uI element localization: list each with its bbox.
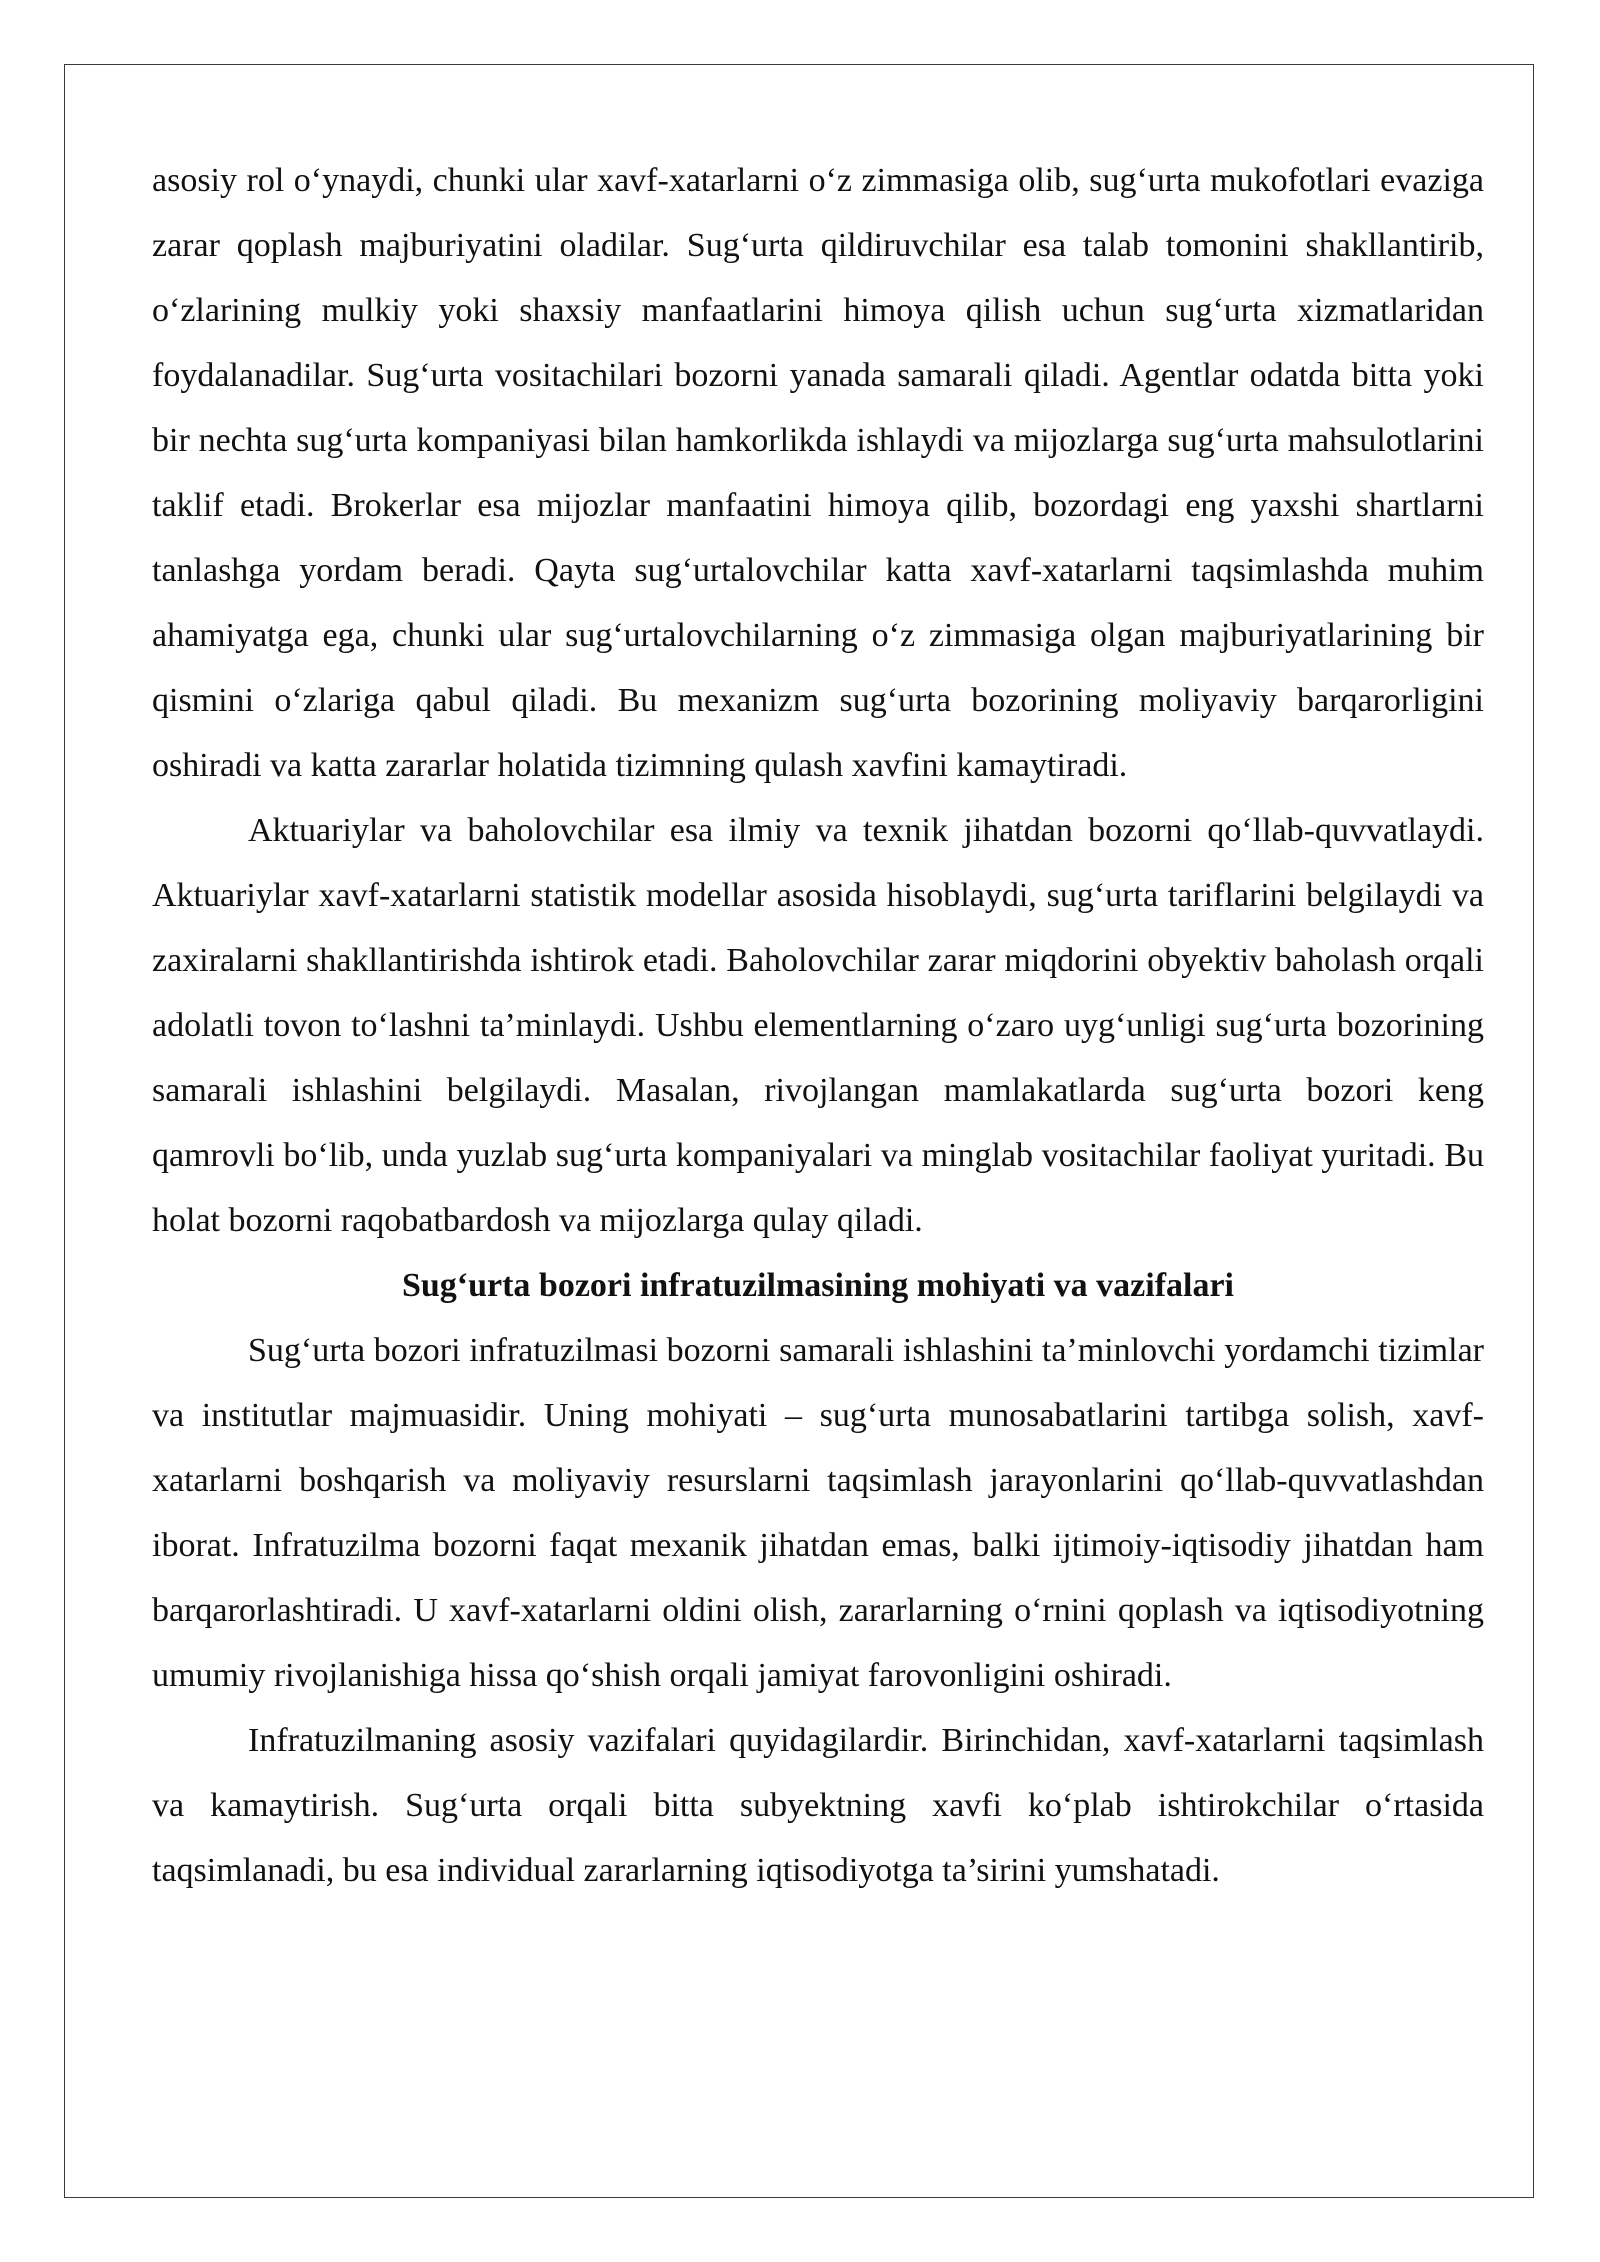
paragraph-2: Aktuariylar va baholovchilar esa ilmiy va texnik jihatdan bozorni qo‘llab-quvvatlaydi. Aktuariylar xavf-xatarlarni statistik modellar asosida hisoblaydi, sug‘urta tariflarini belgilaydi va zaxiralarni shakllantirishda ishtirok etadi. Baholovchilar zarar miqdorini obyektiv baholash orqali adolatli tovon to‘lashni ta’minlaydi. Ushbu elementlarning o‘zaro uyg‘unligi sug‘urta bozorining samarali ishlashini belgilaydi. Masalan, rivojlangan mamlakatlarda sug‘urta bozori keng qamrovli bo‘lib, unda yuzlab sug‘urta kompaniyalari va minglab vositachilar faoliyat yuritadi. Bu holat bozorni raqobatbardosh va mijozlarga qulay qiladi. bbox=[152, 812, 1484, 1239]
paragraph-1: asosiy rol o‘ynaydi, chunki ular xavf-xatarlarni o‘z zimmasiga olib, sug‘urta mukofotlari evaziga zarar qoplash majburiyatini oladilar. Sug‘urta qildiruvchilar esa talab tomonini shakllantirib, o‘zlarining mulkiy yoki shaxsiy manfaatlarini himoya qilish uchun sug‘urta xizmatlaridan foydalanadilar. Sug‘urta vositachilari bozorni yanada samarali qiladi. Agentlar odatda bitta yoki bir nechta sug‘urta kompaniyasi bilan hamkorlikda ishlaydi va mijozlarga sug‘urta mahsulotlarini taklif etadi. Brokerlar esa mijozlar manfaatini himoya qilib, bozordagi eng yaxshi shartlarni tanlashga yordam beradi. Qayta sug‘urtalovchilar katta xavf-xatarlarni taqsimlashda muhim ahamiyatga ega, chunki ular sug‘urtalovchilarning o‘z zimmasiga olgan majburiyatlarining bir qismini o‘zlariga qabul qiladi. Bu mexanizm sug‘urta bozorining moliyaviy barqarorligini oshiradi va katta zararlar holatida tizimning qulash xavfini kamaytiradi. bbox=[152, 162, 1484, 784]
section-heading: Sug‘urta bozori infratuzilmasining mohiyati va vazifalari bbox=[401, 1267, 1235, 1304]
paragraph-3: Sug‘urta bozori infratuzilmasi bozorni samarali ishlashini ta’minlovchi yordamchi tizimlar va institutlar majmuasidir. Uning mohiyati – sug‘urta munosabatlarini tartibga solish, xavf-xatarlarni boshqarish va moliyaviy resurslarni taqsimlash jarayonlarini qo‘llab-quvvatlashdan iborat. Infratuzilma bozorni faqat mexanik jihatdan emas, balki ijtimoiy-iqtisodiy jihatdan ham barqarorlashtiradi. U xavf-xatarlarni oldini olish, zararlarning o‘rnini qoplash va iqtisodiyotning umumiy rivojlanishiga hissa qo‘shish orqali jamiyat farovonligini oshiradi. bbox=[152, 1332, 1484, 1694]
paragraph-4: Infratuzilmaning asosiy vazifalari quyidagilardir. Birinchidan, xavf-xatarlarni taqsimlash va kamaytirish. Sug‘urta orqali bitta subyektning xavfi ko‘plab ishtirokchilar o‘rtasida taqsimlanadi, bu esa individual zararlarning iqtisodiyotga ta’sirini yumshatadi. bbox=[152, 1722, 1484, 1889]
document-body bbox=[152, 148, 1484, 1903]
